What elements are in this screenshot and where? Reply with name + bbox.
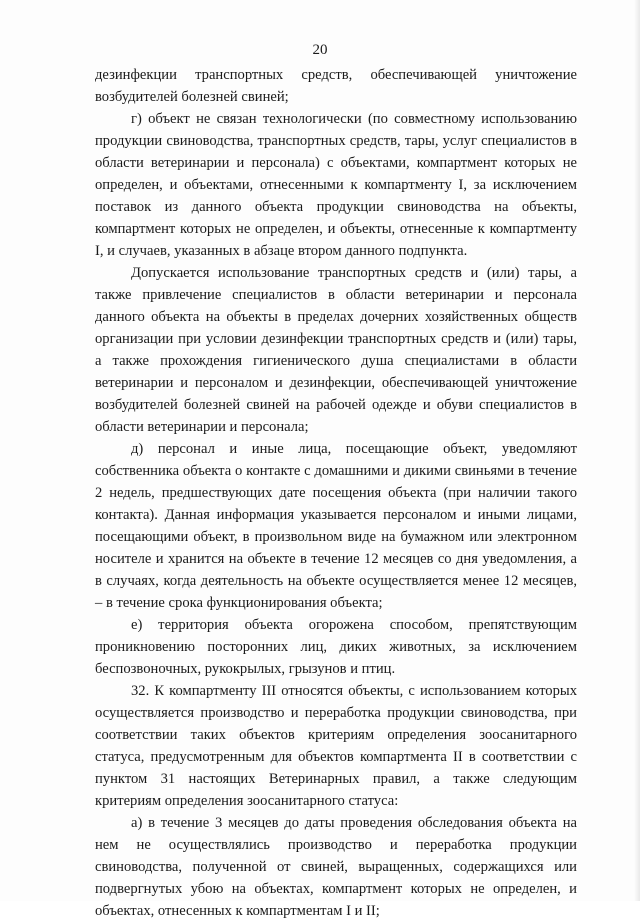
paragraph-subitem-e: е) территория объекта огорожена способом, препятствующим проникновению посторонних лиц, диких животных, за исключением беспозвоночных, рукокрылых, грызунов и птиц. [95, 617, 577, 677]
paragraph-subitem-d: д) персонал и иные лица, посещающие объект, уведомляют собственника объекта о контакте с домашними и дикими свиньями в течение 2 недель, предшествующих дате посещения объекта (при наличии такого контакта). Данная информация указывается персоналом и иными лицами, посещающими объект, в произвольном виде на бумажном или электронном носителе и хранится на объекте в течение 12 месяцев со дня уведомления, а в случаях, когда деятельность на объекте осуществляется менее 12 месяцев, – в течение срока функционирования объекта; [95, 441, 577, 611]
document-body [95, 64, 577, 922]
page-number: 20 [312, 42, 328, 58]
paragraph-continuation: дезинфекции транспортных средств, обеспечивающей уничтожение возбудителей болезней свиней; [95, 67, 577, 105]
paragraph-clause-32: 32. К компартменту III относятся объекты, с использованием которых осуществляется производство и переработка продукции свиноводства, при соответствии таких объектов критериям определения зоосанитарного статуса, предусмотренным для объектов компартмента II в соответствии с пунктом 31 настоящих Ветеринарных правил, а также следующим критериям определения зоосанитарного статуса: [95, 683, 577, 809]
paragraph-subitem-g: г) объект не связан технологически (по совместному использованию продукции свиноводства, транспортных средств, тары, услуг специалистов в области ветеринарии и персонала) с объектами, компартмент которых не определен, и объектами, отнесенными к компартменту I, за исключением поставок из данного объекта продукции свиноводства на объекты, компартмент которых не определен, и объекты, отнесенные к компартменту I, и случаев, указанных в абзаце втором данного подпункта. [95, 111, 577, 259]
scan-edge-shadow [634, 0, 640, 901]
paragraph-subitem-a: а) в течение 3 месяцев до даты проведения обследования объекта на нем не осуществлялись производство и переработка продукции свиноводства, полученной от свиней, выращенных, содержащихся или подвергнутых убою на объектах, компартмент которых не определен, и объектах, отнесенных к компартментам I и II; [95, 815, 577, 919]
paragraph-allowance: Допускается использование транспортных средств и (или) тары, а также привлечение специалистов в области ветеринарии и персонала данного объекта на объекты в пределах дочерних хозяйственных обществ организации при условии дезинфекции транспортных средств и (или) тары, а также прохождения гигиенического душа специалистами в области ветеринарии и персоналом и дезинфекции, обеспечивающей уничтожение возбудителей болезней свиней на рабочей одежде и обуви специалистов в области ветеринарии и персонала; [95, 265, 577, 435]
